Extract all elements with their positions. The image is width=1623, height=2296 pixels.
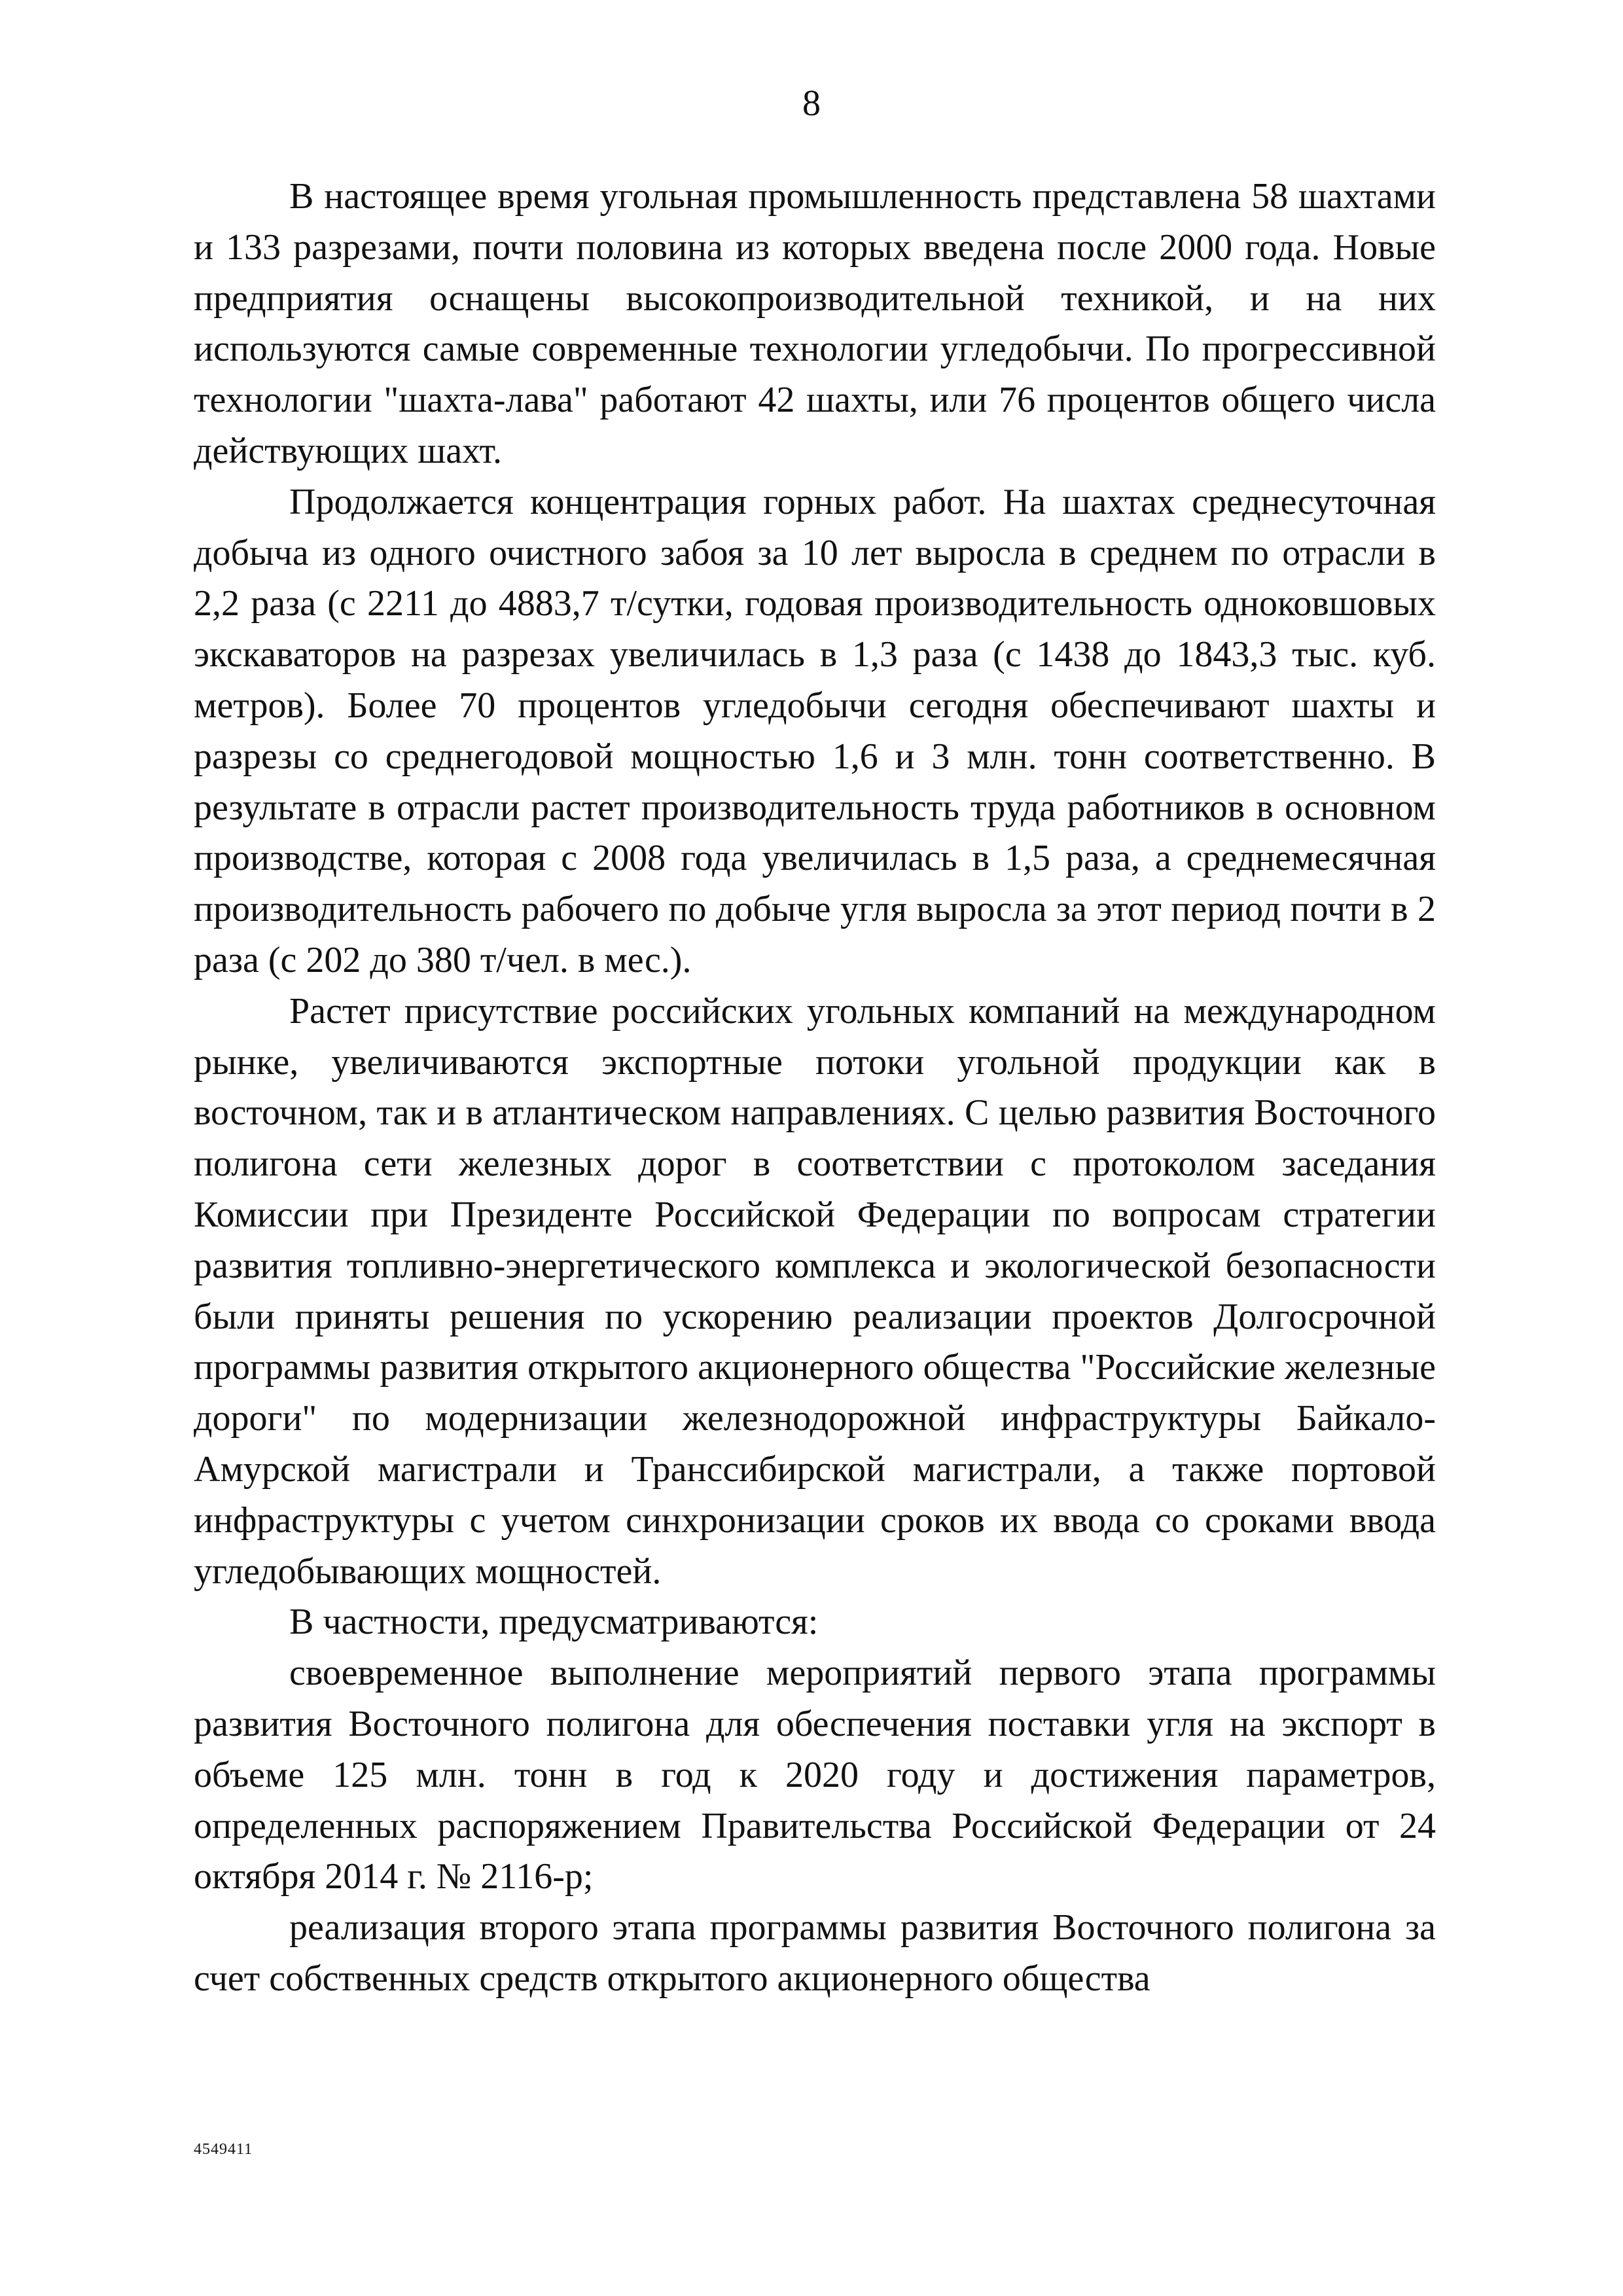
list-item-second-stage: реализация второго этапа программы развития Восточного полигона за счет собственных средств открытого акционерного общества (194, 1907, 1436, 1999)
list-item-first-stage: своевременное выполнение мероприятий первого этапа программы развития Восточного полигона для обеспечения поставки угля на экспорт в объеме 125 млн. тонн в год к 2020 году и достижения параметров, определенных распоряжением Правительства Российской Федерации от 24 октября 2014 г. № 2116-р; (194, 1653, 1436, 1897)
document-code: 4549411 (194, 2141, 253, 2158)
paragraph-provisions-intro: В частности, предусматриваются: (289, 1602, 819, 1643)
page-number: 8 (802, 83, 821, 124)
paragraph-international-market: Растет присутствие российских угольных компаний на международном рынке, увеличиваются экспортные потоки угольной продукции как в восточном, так и в атлантическом направлениях. С целью развития Восточного полигона сети железных дорог в соответствии с протоколом заседания Комиссии при Президенте Российской Федерации по вопросам стратегии развития топливно-энергетического комплекса и экологической безопасности были приняты решения по ускорению реализации проектов Долгосрочной программы развития открытого акционерного общества "Российские железные дороги" по модернизации железнодорожной инфраструктуры Байкало-Амурской магистрали и Транссибирской магистрали, а также портовой инфраструктуры с учетом синхронизации сроков их ввода со сроками ввода угледобывающих мощностей. (194, 990, 1436, 1592)
document-body (194, 171, 1436, 2005)
paragraph-mining-concentration: Продолжается концентрация горных работ. На шахтах среднесуточная добыча из одного очистного забоя за 10 лет выросла в среднем по отрасли в 2,2 раза (с 2211 до 4883,7 т/сутки, годовая производительность одноковшовых экскаваторов на разрезах увеличилась в 1,3 раза (с 1438 до 1843,3 тыс. куб. метров). Более 70 процентов угледобычи сегодня обеспечивают шахты и разрезы со среднегодовой мощностью 1,6 и 3 млн. тонн соответственно. В результате в отрасли растет производительность труда работников в основном производстве, которая с 2008 года увеличилась в 1,5 раза, а среднемесячная производительность рабочего по добыче угля выросла за этот период почти в 2 раза (с 202 до 380 т/чел. в мес.). (194, 481, 1436, 980)
paragraph-coal-industry-overview: В настоящее время угольная промышленность представлена 58 шахтами и 133 разрезами, почти половина из которых введена после 2000 года. Новые предприятия оснащены высокопроизводительной техникой, и на них используются самые современные технологии угледобычи. По прогрессивной технологии "шахта-лава" работают 42 шахты, или 76 процентов общего числа действующих шахт. (194, 176, 1436, 471)
